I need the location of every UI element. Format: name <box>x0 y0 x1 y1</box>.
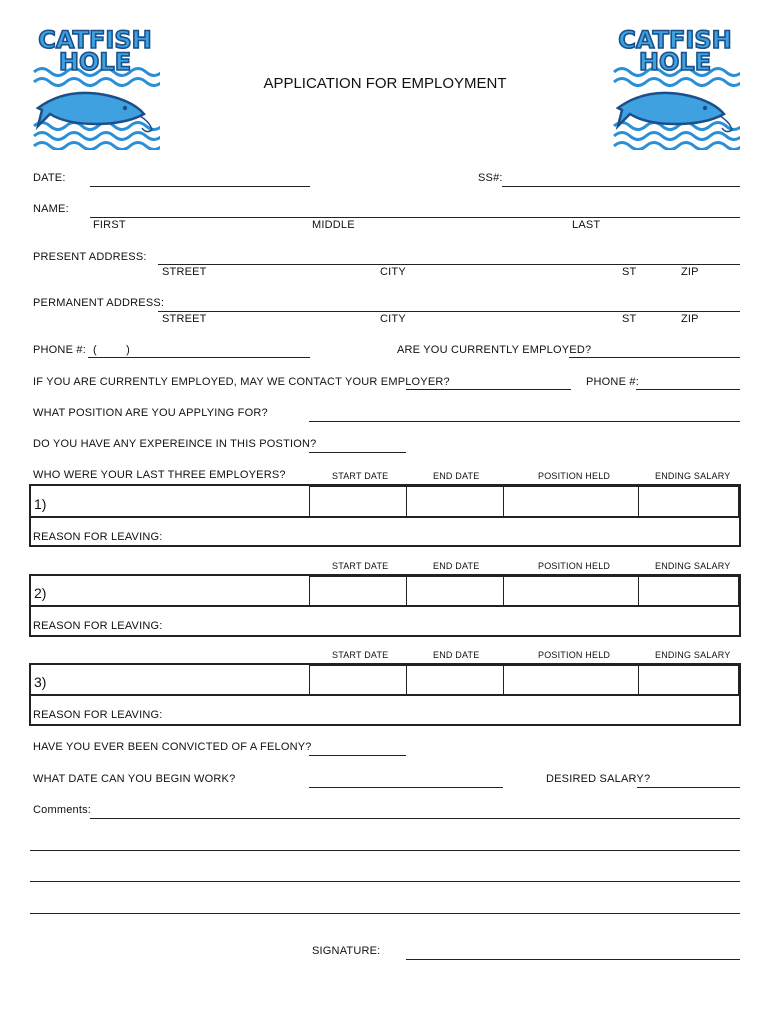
comments-line[interactable] <box>30 850 740 851</box>
zip-label: ZIP <box>681 266 699 278</box>
contact-employer-field[interactable] <box>406 389 571 390</box>
zip-label: ZIP <box>681 313 699 325</box>
svg-text:HOLE: HOLE <box>638 48 712 76</box>
start-date-header: START DATE <box>332 650 389 660</box>
felony-label: HAVE YOU EVER BEEN CONVICTED OF A FELONY? <box>33 741 312 753</box>
contact-employer-label: IF YOU ARE CURRENTLY EMPLOYED, MAY WE CONTACT YOUR EMPLOYER? <box>33 376 450 388</box>
position-label: WHAT POSITION ARE YOU APPLYING FOR? <box>33 407 268 419</box>
permanent-address-label: PERMANENT ADDRESS: <box>33 297 165 309</box>
comments-line[interactable] <box>30 881 740 882</box>
present-address-field[interactable] <box>158 264 740 265</box>
last-label: LAST <box>572 219 601 231</box>
page-title: APPLICATION FOR EMPLOYMENT <box>263 75 507 92</box>
position-held-header: POSITION HELD <box>538 650 611 660</box>
date-field[interactable] <box>90 186 310 187</box>
city-label: CITY <box>380 313 406 325</box>
phone2-field[interactable] <box>636 389 740 390</box>
phone-label: PHONE #: <box>33 344 86 356</box>
ss-label: SS#: <box>478 172 503 184</box>
present-address-label: PRESENT ADDRESS: <box>33 251 147 263</box>
begin-work-label: WHAT DATE CAN YOU BEGIN WORK? <box>33 773 236 785</box>
ending-salary-header: ENDING SALARY <box>655 471 731 481</box>
position-held-cell[interactable] <box>503 576 639 606</box>
end-date-cell[interactable] <box>406 576 504 606</box>
first-label: FIRST <box>93 219 126 231</box>
end-date-header: END DATE <box>433 471 480 481</box>
st-label: ST <box>622 266 637 278</box>
desired-salary-label: DESIRED SALARY? <box>546 773 651 785</box>
middle-label: MIDDLE <box>312 219 355 231</box>
street-label: STREET <box>162 313 207 325</box>
felony-field[interactable] <box>309 755 406 756</box>
employer-number: 3) <box>34 674 47 690</box>
phone-field[interactable] <box>88 357 310 358</box>
start-date-header: START DATE <box>332 471 389 481</box>
permanent-address-field[interactable] <box>158 311 740 312</box>
svg-text:HOLE: HOLE <box>58 48 132 76</box>
start-date-cell[interactable] <box>309 486 407 517</box>
end-date-header: END DATE <box>433 561 480 571</box>
begin-work-field[interactable] <box>309 787 503 788</box>
position-held-header: POSITION HELD <box>538 471 611 481</box>
employer-number: 2) <box>34 585 47 601</box>
phone-area-code: ( ) <box>93 344 131 356</box>
ending-salary-header: ENDING SALARY <box>655 561 731 571</box>
ending-salary-header: ENDING SALARY <box>655 650 731 660</box>
signature-field[interactable] <box>406 959 740 960</box>
ss-field[interactable] <box>502 186 740 187</box>
position-held-header: POSITION HELD <box>538 561 611 571</box>
signature-label: SIGNATURE: <box>312 945 381 957</box>
comments-line[interactable] <box>90 818 740 819</box>
experience-field[interactable] <box>309 452 406 453</box>
date-label: DATE: <box>33 172 66 184</box>
comments-line[interactable] <box>30 913 740 914</box>
name-label: NAME: <box>33 203 69 215</box>
ending-salary-cell[interactable] <box>638 665 739 695</box>
reason-for-leaving-label: REASON FOR LEAVING: <box>33 620 163 632</box>
position-field[interactable] <box>309 421 740 422</box>
last-employers-label: WHO WERE YOUR LAST THREE EMPLOYERS? <box>33 469 286 481</box>
st-label: ST <box>622 313 637 325</box>
position-held-cell[interactable] <box>503 665 639 695</box>
employed-label: ARE YOU CURRENTLY EMPLOYED? <box>397 344 592 356</box>
end-date-cell[interactable] <box>406 665 504 695</box>
name-field[interactable] <box>90 217 740 218</box>
desired-salary-field[interactable] <box>637 787 740 788</box>
ending-salary-cell[interactable] <box>638 576 739 606</box>
start-date-cell[interactable] <box>309 576 407 606</box>
employer-number: 1) <box>34 496 47 512</box>
position-held-cell[interactable] <box>503 486 639 517</box>
start-date-header: START DATE <box>332 561 389 571</box>
svg-text:CATFISH: CATFISH <box>618 26 732 54</box>
ending-salary-cell[interactable] <box>638 486 739 517</box>
svg-text:CATFISH: CATFISH <box>38 26 152 54</box>
city-label: CITY <box>380 266 406 278</box>
end-date-header: END DATE <box>433 650 480 660</box>
street-label: STREET <box>162 266 207 278</box>
comments-label: Comments: <box>33 804 92 816</box>
reason-for-leaving-label: REASON FOR LEAVING: <box>33 531 163 543</box>
start-date-cell[interactable] <box>309 665 407 695</box>
phone2-label: PHONE #: <box>586 376 639 388</box>
employed-field[interactable] <box>569 357 740 358</box>
reason-for-leaving-label: REASON FOR LEAVING: <box>33 709 163 721</box>
experience-label: DO YOU HAVE ANY EXPEREINCE IN THIS POSTION? <box>33 438 317 450</box>
end-date-cell[interactable] <box>406 486 504 517</box>
